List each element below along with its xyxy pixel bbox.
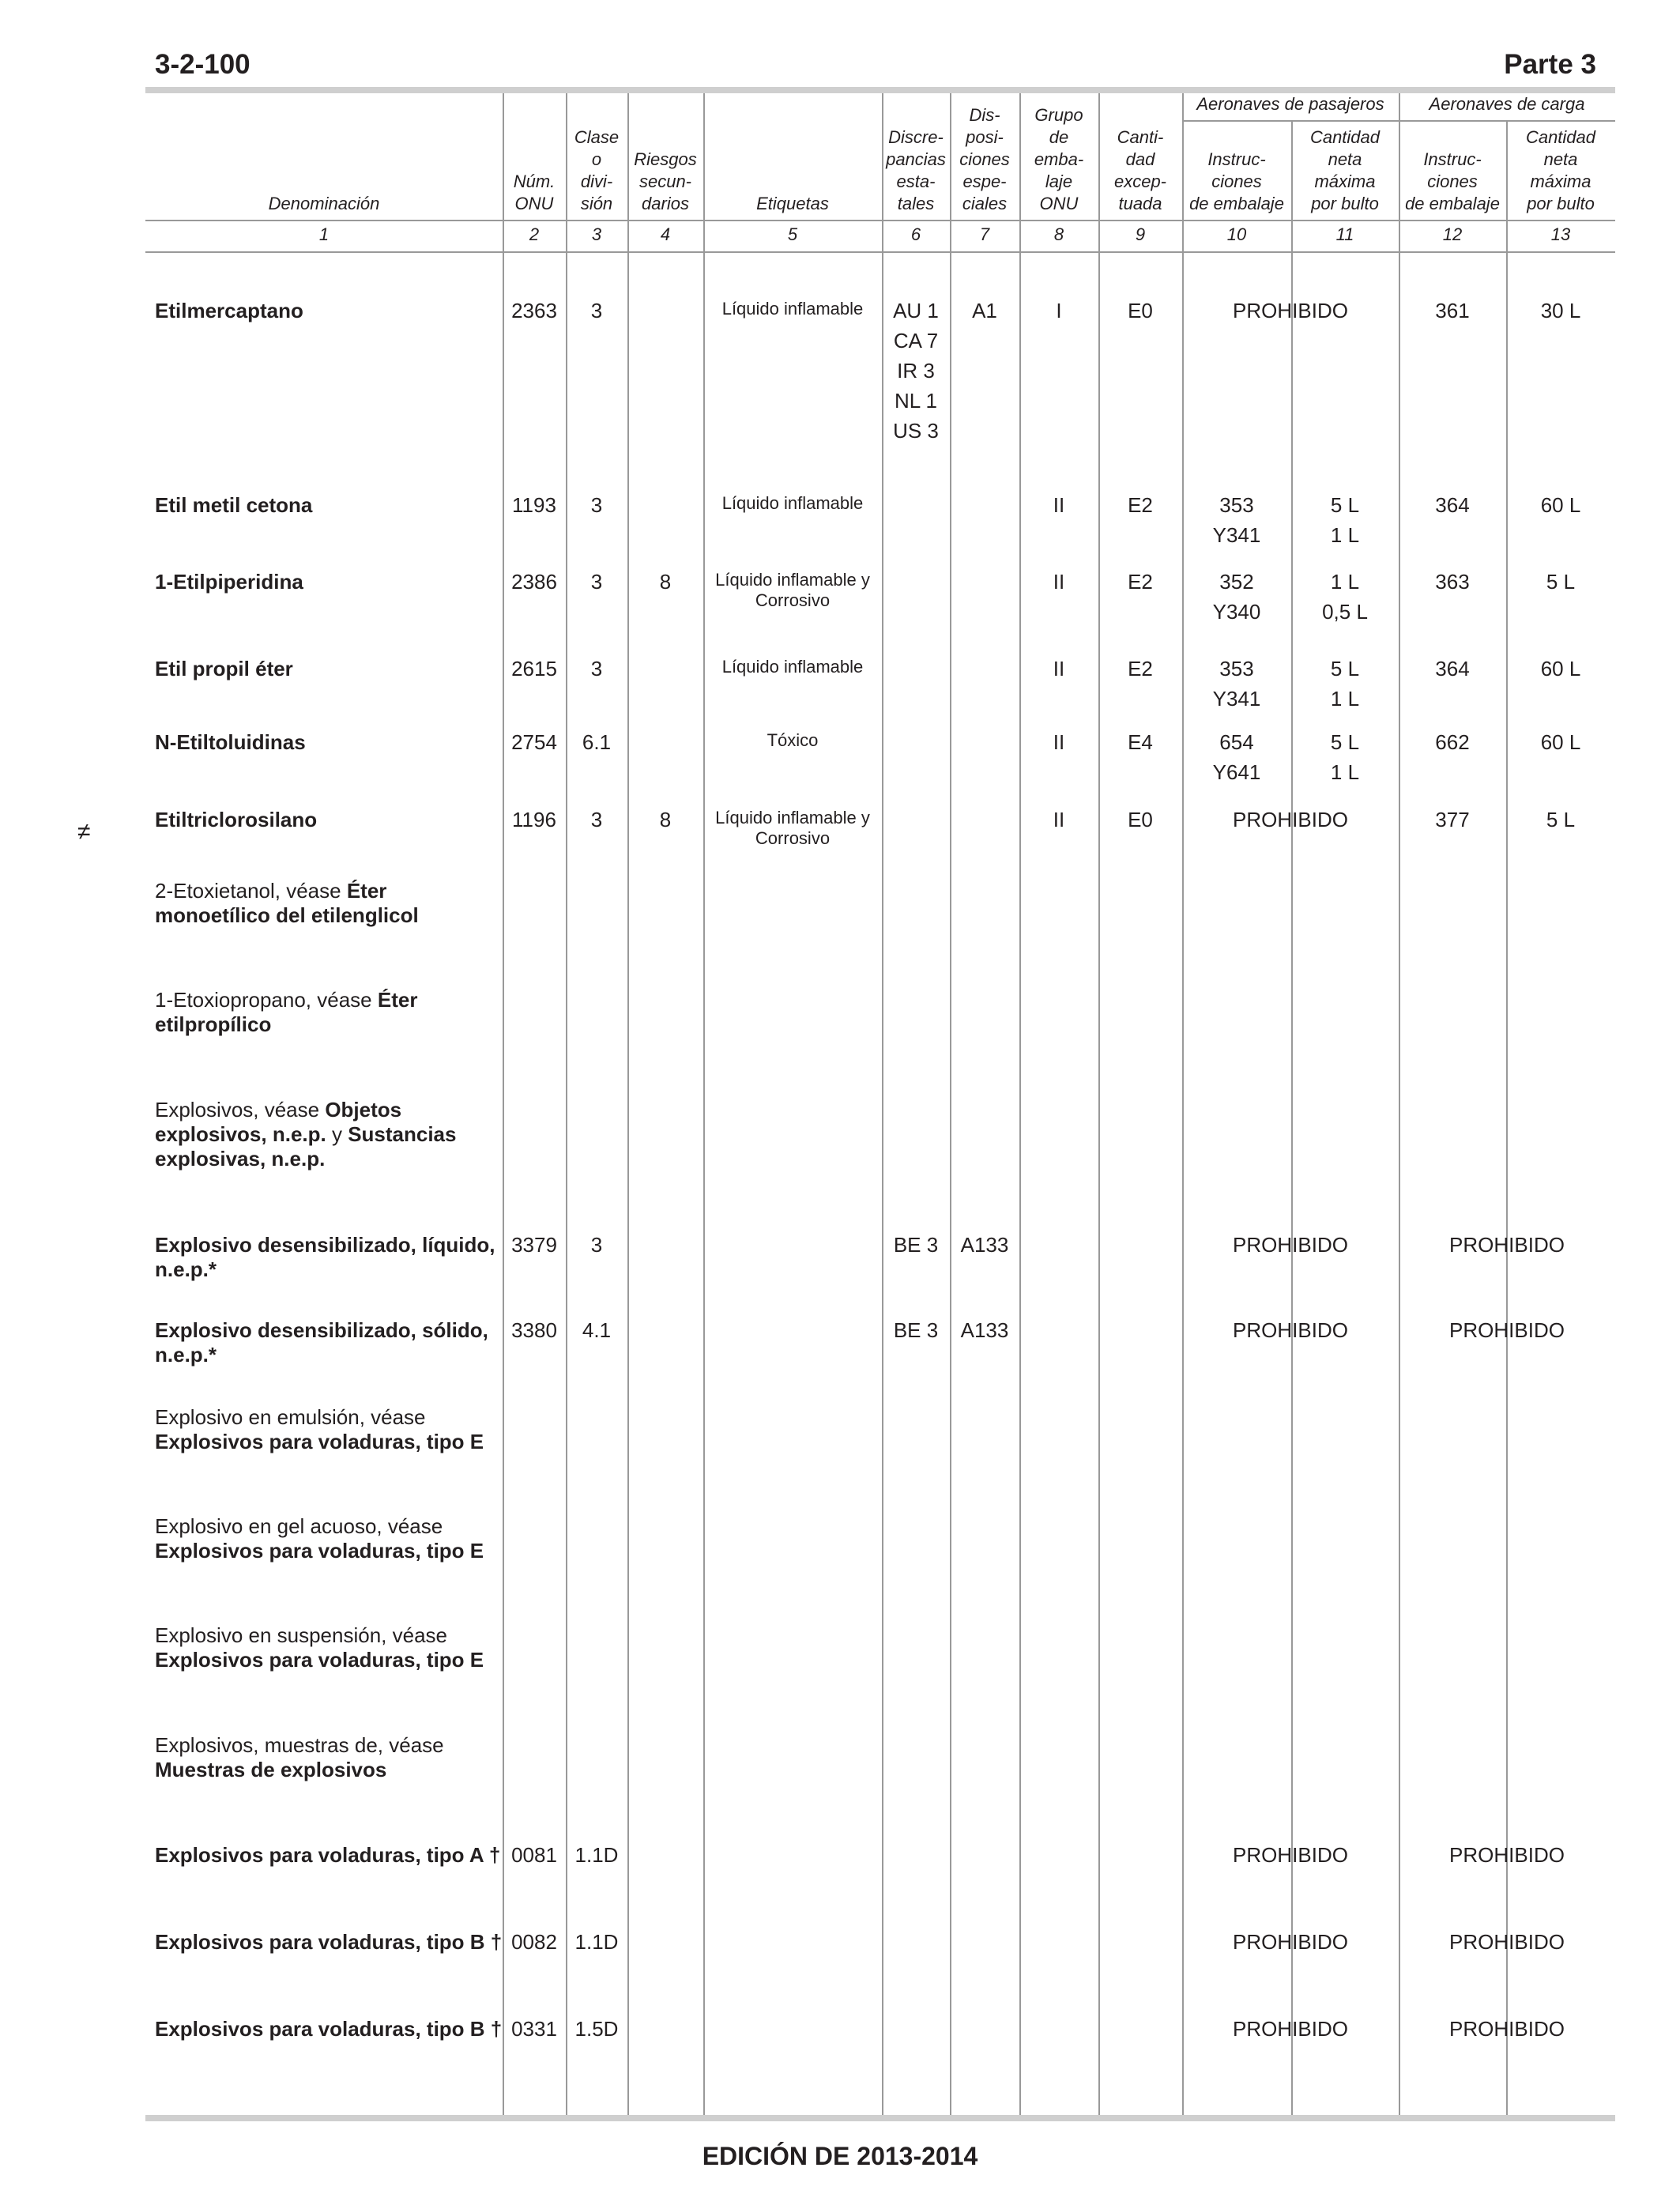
entry-name-bold: Etilmercaptano bbox=[155, 299, 303, 322]
cargo-max-quantity bbox=[1506, 654, 1615, 684]
excepted-quantity bbox=[1098, 296, 1182, 326]
passenger-max-quantity bbox=[1291, 567, 1399, 627]
entry-name-bold: Sustancias explosivas, n.e.p. bbox=[155, 1122, 457, 1171]
un-number-line: 1196 bbox=[512, 808, 556, 831]
entry-name-bold: Explosivos para voladuras, tipo A † bbox=[155, 1843, 501, 1867]
hazard-label: Líquido inflamable bbox=[721, 657, 864, 677]
entry-name-text: 2-Etoxietanol, véase bbox=[155, 879, 347, 903]
entry-name bbox=[155, 1930, 503, 1955]
cargo-packing-instruction bbox=[1399, 567, 1506, 597]
part-label: Parte 3 bbox=[1504, 49, 1596, 80]
entry-name-bold: Explosivos para voladuras, tipo E bbox=[155, 1430, 484, 1453]
column-number-divider bbox=[145, 251, 1615, 253]
change-mark: ≠ bbox=[77, 819, 91, 845]
cargo-forbidden: PROHIBIDO bbox=[1449, 1843, 1565, 1867]
special-provision bbox=[950, 296, 1019, 326]
column-header-line: emba- bbox=[1034, 149, 1084, 169]
hazard-class bbox=[566, 1230, 627, 1260]
column-number: 3 bbox=[591, 224, 602, 244]
entry-name-bold: Explosivos para voladuras, tipo B † bbox=[155, 2017, 503, 2041]
column-number: 7 bbox=[979, 224, 990, 244]
un-number bbox=[503, 2014, 566, 2044]
passenger-max-quantity-line: 5 L bbox=[1330, 493, 1360, 517]
packing-group-line: II bbox=[1053, 657, 1065, 680]
un-number-line: 2386 bbox=[511, 570, 557, 594]
column-header-line: ONU bbox=[1039, 194, 1079, 213]
un-number-line: 2615 bbox=[511, 657, 557, 680]
cargo-forbidden: PROHIBIDO bbox=[1449, 1930, 1565, 1954]
passenger-max-quantity bbox=[1291, 654, 1399, 714]
column-header-line: Instruc- bbox=[1207, 149, 1266, 169]
special-provision bbox=[950, 1315, 1019, 1345]
hazard-class bbox=[566, 1927, 627, 1957]
excepted-quantity bbox=[1098, 490, 1182, 520]
state-variation-line: US 3 bbox=[893, 419, 939, 443]
column-header-line: ciones bbox=[1211, 172, 1262, 191]
cargo-packing-instruction-line: 361 bbox=[1435, 299, 1470, 322]
packing-group bbox=[1019, 567, 1098, 597]
excepted-quantity-line: E2 bbox=[1128, 657, 1153, 680]
entry-name-text: Explosivo en suspensión, véase bbox=[155, 1623, 448, 1647]
column-number: 13 bbox=[1550, 224, 1571, 244]
column-header-line: Denominación bbox=[268, 194, 380, 213]
column-header-line: Discre- bbox=[888, 127, 944, 147]
entry-name-bold: Explosivos para voladuras, tipo B † bbox=[155, 1930, 503, 1954]
special-provision-line: A133 bbox=[960, 1233, 1009, 1257]
cargo-max-quantity-line: 60 L bbox=[1540, 730, 1581, 754]
passenger-packing-instruction-line: Y341 bbox=[1212, 687, 1261, 711]
passenger-forbidden: PROHIBIDO bbox=[1233, 299, 1348, 322]
column-divider bbox=[1019, 93, 1021, 2115]
hazard-class bbox=[566, 654, 627, 684]
excepted-quantity bbox=[1098, 654, 1182, 684]
cargo-packing-instruction-line: 363 bbox=[1435, 570, 1470, 594]
passenger-forbidden: PROHIBIDO bbox=[1233, 1930, 1348, 1954]
entry-name-bold: Objetos explosivos, n.e.p. bbox=[155, 1098, 402, 1146]
column-header-line: excep- bbox=[1113, 172, 1167, 191]
cargo-max-quantity-line: 5 L bbox=[1546, 570, 1576, 594]
cargo-forbidden: PROHIBIDO bbox=[1449, 1318, 1565, 1342]
column-header-line: neta bbox=[1543, 149, 1578, 169]
state-variation bbox=[882, 296, 950, 446]
cargo-packing-instruction-line: 662 bbox=[1435, 730, 1470, 754]
excepted-quantity bbox=[1098, 727, 1182, 757]
column-header-line: Clase bbox=[574, 127, 620, 147]
column-divider bbox=[1182, 93, 1184, 2115]
entry-name bbox=[155, 1098, 503, 1171]
column-header-line: Canti- bbox=[1117, 127, 1164, 147]
hazard-class-line: 1.5D bbox=[574, 2017, 619, 2041]
column-header-line: por bulto bbox=[1527, 194, 1595, 213]
excepted-quantity-line: E0 bbox=[1128, 808, 1153, 831]
column-header bbox=[950, 104, 1019, 215]
entry-name-text: Explosivo en emulsión, véase bbox=[155, 1405, 426, 1429]
column-header-line: de bbox=[1049, 127, 1069, 147]
cargo-packing-instruction bbox=[1399, 296, 1506, 326]
hazard-class-line: 1.1D bbox=[574, 1843, 619, 1867]
column-header-line: de embalaje bbox=[1189, 194, 1284, 213]
column-header-line: Instruc- bbox=[1423, 149, 1482, 169]
entry-name-text: y bbox=[326, 1122, 348, 1146]
cargo-max-quantity bbox=[1506, 727, 1615, 757]
packing-group-line: II bbox=[1053, 493, 1065, 517]
column-number: 12 bbox=[1442, 224, 1463, 244]
hazard-class bbox=[566, 1315, 627, 1345]
column-header-line: máxima bbox=[1314, 172, 1376, 191]
column-number: 2 bbox=[529, 224, 540, 244]
column-divider bbox=[566, 93, 567, 2115]
column-header bbox=[1098, 126, 1182, 215]
passenger-max-quantity bbox=[1291, 490, 1399, 550]
passenger-aircraft-header: Aeronaves de pasajeros bbox=[1196, 94, 1384, 114]
passenger-packing-instruction-line: 353 bbox=[1219, 493, 1254, 517]
cargo-max-quantity-line: 5 L bbox=[1546, 808, 1576, 831]
column-header-line: dad bbox=[1125, 149, 1155, 169]
column-header-line: sión bbox=[580, 194, 613, 213]
cargo-max-quantity bbox=[1506, 490, 1615, 520]
un-number bbox=[503, 1927, 566, 1957]
hazard-class-line: 4.1 bbox=[582, 1318, 612, 1342]
passenger-forbidden: PROHIBIDO bbox=[1233, 808, 1348, 831]
column-header bbox=[1182, 149, 1291, 215]
passenger-packing-instruction-line: Y340 bbox=[1212, 600, 1261, 624]
entry-name-bold: Explosivo desensibilizado, sólido, n.e.p.* bbox=[155, 1318, 488, 1367]
passenger-max-quantity-line: 5 L bbox=[1330, 730, 1360, 754]
column-header-line: Riesgos bbox=[634, 149, 697, 169]
column-number: 9 bbox=[1135, 224, 1146, 244]
column-number: 5 bbox=[787, 224, 798, 244]
entry-name-text: Explosivos, muestras de, véase bbox=[155, 1733, 444, 1757]
column-header bbox=[503, 171, 566, 215]
column-header-line: ONU bbox=[514, 194, 554, 213]
hazard-class-line: 3 bbox=[590, 493, 603, 517]
bottom-rule bbox=[145, 2115, 1615, 2121]
passenger-packing-instruction-line: 352 bbox=[1219, 570, 1254, 594]
packing-group-line: I bbox=[1056, 299, 1062, 322]
page-number: 3-2-100 bbox=[155, 49, 250, 80]
column-header-line: laje bbox=[1045, 172, 1073, 191]
column-header bbox=[566, 126, 627, 215]
entry-name bbox=[155, 570, 503, 594]
cargo-max-quantity-line: 60 L bbox=[1540, 493, 1581, 517]
un-number-line: 3379 bbox=[511, 1233, 557, 1257]
hazard-label: Líquido inflamable y Corrosivo bbox=[715, 808, 870, 848]
hazard-class bbox=[566, 1840, 627, 1870]
hazard-label: Líquido inflamable bbox=[721, 299, 864, 319]
un-number-line: 2754 bbox=[511, 730, 557, 754]
entry-name bbox=[155, 879, 503, 928]
subsidiary-risk bbox=[627, 805, 703, 835]
state-variation bbox=[882, 1315, 950, 1345]
hazard-class-line: 3 bbox=[590, 1233, 603, 1257]
hazard-label: Líquido inflamable y Corrosivo bbox=[715, 570, 870, 610]
packing-group bbox=[1019, 727, 1098, 757]
column-number: 1 bbox=[318, 224, 330, 244]
column-header-line: ciales bbox=[962, 194, 1008, 213]
un-number bbox=[503, 654, 566, 684]
un-number-line: 0082 bbox=[511, 1930, 557, 1954]
excepted-quantity bbox=[1098, 567, 1182, 597]
column-header bbox=[1506, 126, 1615, 215]
column-header-line: o bbox=[591, 149, 602, 169]
passenger-packing-instruction bbox=[1182, 490, 1291, 550]
hazard-class bbox=[566, 296, 627, 326]
entry-name-bold: Éter etilpropílico bbox=[155, 988, 418, 1036]
special-provision-line: A133 bbox=[960, 1318, 1009, 1342]
un-number bbox=[503, 1840, 566, 1870]
entry-name bbox=[155, 808, 503, 832]
cargo-packing-instruction bbox=[1399, 654, 1506, 684]
un-number-line: 2363 bbox=[511, 299, 557, 322]
entry-name-bold: N-Etiltoluidinas bbox=[155, 730, 306, 754]
passenger-forbidden: PROHIBIDO bbox=[1233, 1843, 1348, 1867]
passenger-packing-instruction-line: 654 bbox=[1219, 730, 1254, 754]
column-header bbox=[627, 149, 703, 215]
passenger-forbidden: PROHIBIDO bbox=[1233, 1318, 1348, 1342]
hazard-label: Tóxico bbox=[767, 730, 819, 750]
hazard-class-line: 1.1D bbox=[574, 1930, 619, 1954]
passenger-max-quantity-line: 1 L bbox=[1330, 523, 1360, 547]
packing-group-line: II bbox=[1053, 808, 1065, 831]
column-divider bbox=[627, 93, 629, 2115]
passenger-packing-instruction-line: Y641 bbox=[1212, 760, 1261, 784]
column-header bbox=[145, 193, 503, 215]
un-number bbox=[503, 1315, 566, 1345]
passenger-packing-instruction bbox=[1182, 567, 1291, 627]
packing-group-line: II bbox=[1053, 730, 1065, 754]
column-header-line: divi- bbox=[580, 172, 613, 191]
column-header-line: por bulto bbox=[1311, 194, 1379, 213]
un-number bbox=[503, 1230, 566, 1260]
entry-name bbox=[155, 1233, 503, 1282]
cargo-packing-instruction-line: 364 bbox=[1435, 493, 1470, 517]
column-header-line: tales bbox=[897, 194, 935, 213]
cargo-packing-instruction bbox=[1399, 805, 1506, 835]
excepted-quantity-line: E0 bbox=[1128, 299, 1153, 322]
cargo-packing-instruction-line: 364 bbox=[1435, 657, 1470, 680]
special-provision-line: A1 bbox=[972, 299, 997, 322]
cargo-packing-instruction-line: 377 bbox=[1435, 808, 1470, 831]
column-header bbox=[1291, 126, 1399, 215]
passenger-packing-instruction bbox=[1182, 727, 1291, 787]
column-number: 11 bbox=[1335, 224, 1354, 244]
cargo-max-quantity bbox=[1506, 296, 1615, 326]
entry-name bbox=[155, 1514, 503, 1563]
state-variation-line: AU 1 bbox=[893, 299, 939, 322]
packing-group bbox=[1019, 490, 1098, 520]
state-variation-line: CA 7 bbox=[893, 329, 939, 352]
passenger-max-quantity-line: 1 L bbox=[1330, 570, 1360, 594]
un-number-line: 1193 bbox=[512, 493, 556, 517]
entry-name-bold: 1-Etilpiperidina bbox=[155, 570, 303, 594]
entry-name bbox=[155, 1843, 503, 1868]
subsidiary-risk bbox=[627, 567, 703, 597]
state-variation bbox=[882, 1230, 950, 1260]
group-header-divider bbox=[1182, 120, 1615, 122]
column-header-line: Cantidad bbox=[1525, 127, 1596, 147]
column-header bbox=[1019, 104, 1098, 215]
column-header-line: pancias bbox=[886, 149, 946, 169]
entry-name bbox=[155, 1733, 503, 1782]
un-number bbox=[503, 567, 566, 597]
column-header-line: neta bbox=[1328, 149, 1362, 169]
packing-group bbox=[1019, 296, 1098, 326]
special-provision bbox=[950, 1230, 1019, 1260]
column-header-line: de embalaje bbox=[1405, 194, 1500, 213]
column-header-line: Cantidad bbox=[1309, 127, 1381, 147]
hazard-class bbox=[566, 727, 627, 757]
un-number-line: 3380 bbox=[511, 1318, 557, 1342]
entry-name bbox=[155, 493, 503, 518]
entry-name bbox=[155, 1405, 503, 1454]
column-header-line: espe- bbox=[962, 172, 1007, 191]
entry-name bbox=[155, 1318, 503, 1367]
column-divider bbox=[503, 93, 504, 2115]
excepted-quantity-line: E2 bbox=[1128, 570, 1153, 594]
entry-name-bold: Etil propil éter bbox=[155, 657, 293, 680]
entry-name-bold: Explosivos para voladuras, tipo E bbox=[155, 1648, 484, 1672]
un-number-line: 0331 bbox=[511, 2017, 557, 2041]
column-divider bbox=[1098, 93, 1100, 2115]
column-header-line: Etiquetas bbox=[756, 194, 829, 213]
hazard-class bbox=[566, 2014, 627, 2044]
passenger-forbidden: PROHIBIDO bbox=[1233, 2017, 1348, 2041]
passenger-max-quantity-line: 0,5 L bbox=[1322, 600, 1368, 624]
entry-name-bold: Etil metil cetona bbox=[155, 493, 313, 517]
cargo-max-quantity-line: 60 L bbox=[1540, 657, 1581, 680]
entry-name bbox=[155, 2017, 503, 2041]
cargo-packing-instruction bbox=[1399, 490, 1506, 520]
column-header-line: ciones bbox=[959, 149, 1010, 169]
entry-name-text: 1-Etoxiopropano, véase bbox=[155, 988, 378, 1012]
passenger-max-quantity bbox=[1291, 727, 1399, 787]
un-number bbox=[503, 296, 566, 326]
entry-name-text: Explosivo en gel acuoso, véase bbox=[155, 1514, 443, 1538]
hazard-class-line: 3 bbox=[590, 808, 603, 831]
passenger-max-quantity-line: 5 L bbox=[1330, 657, 1360, 680]
passenger-packing-instruction bbox=[1182, 654, 1291, 714]
column-header-line: Núm. bbox=[513, 172, 556, 191]
hazard-class-line: 3 bbox=[590, 657, 603, 680]
entry-name-bold: Muestras de explosivos bbox=[155, 1758, 387, 1781]
entry-name bbox=[155, 657, 503, 681]
packing-group bbox=[1019, 654, 1098, 684]
column-header-line: esta- bbox=[896, 172, 936, 191]
column-header-line: máxima bbox=[1530, 172, 1591, 191]
cargo-forbidden: PROHIBIDO bbox=[1449, 2017, 1565, 2041]
entry-name-bold: Explosivos para voladuras, tipo E bbox=[155, 1539, 484, 1563]
packing-group-line: II bbox=[1053, 570, 1065, 594]
entry-name-bold: Explosivo desensibilizado, líquido, n.e.p.* bbox=[155, 1233, 495, 1281]
un-number bbox=[503, 805, 566, 835]
column-divider bbox=[1506, 120, 1508, 2115]
excepted-quantity-line: E4 bbox=[1128, 730, 1153, 754]
passenger-packing-instruction-line: Y341 bbox=[1212, 523, 1261, 547]
column-number: 8 bbox=[1053, 224, 1064, 244]
state-variation-line: BE 3 bbox=[893, 1233, 939, 1257]
column-number: 4 bbox=[660, 224, 671, 244]
top-rule bbox=[145, 87, 1615, 93]
passenger-packing-instruction-line: 353 bbox=[1219, 657, 1254, 680]
column-header-line: posi- bbox=[966, 127, 1004, 147]
column-header bbox=[882, 126, 950, 215]
packing-group bbox=[1019, 805, 1098, 835]
state-variation-line: BE 3 bbox=[893, 1318, 939, 1342]
cargo-forbidden: PROHIBIDO bbox=[1449, 1233, 1565, 1257]
column-divider bbox=[950, 93, 951, 2115]
cargo-packing-instruction bbox=[1399, 727, 1506, 757]
column-header-line: ciones bbox=[1427, 172, 1478, 191]
subsidiary-risk-line: 8 bbox=[659, 808, 672, 831]
hazard-class bbox=[566, 490, 627, 520]
entry-name-text: Explosivos, véase bbox=[155, 1098, 326, 1122]
entry-name-bold: Etiltriclorosilano bbox=[155, 808, 318, 831]
header-divider bbox=[145, 220, 1615, 221]
entry-name-bold: Éter monoetílico del etilenglicol bbox=[155, 879, 419, 927]
subsidiary-risk-line: 8 bbox=[659, 570, 672, 594]
column-divider bbox=[1399, 93, 1400, 2115]
column-header bbox=[1399, 149, 1506, 215]
cargo-max-quantity-line: 30 L bbox=[1540, 299, 1581, 322]
un-number-line: 0081 bbox=[511, 1843, 557, 1867]
un-number bbox=[503, 727, 566, 757]
column-number: 10 bbox=[1226, 224, 1247, 244]
un-number bbox=[503, 490, 566, 520]
hazard-class bbox=[566, 805, 627, 835]
column-divider bbox=[1291, 120, 1293, 2115]
column-header-line: secun- bbox=[638, 172, 692, 191]
passenger-max-quantity-line: 1 L bbox=[1330, 760, 1360, 784]
excepted-quantity bbox=[1098, 805, 1182, 835]
entry-name bbox=[155, 299, 503, 323]
column-divider bbox=[703, 93, 705, 2115]
edition-footer: EDICIÓN DE 2013-2014 bbox=[702, 2142, 978, 2170]
column-header-line: Dis- bbox=[969, 105, 1000, 125]
column-header-line: Grupo bbox=[1034, 105, 1083, 125]
column-header-line: tuada bbox=[1118, 194, 1162, 213]
passenger-forbidden: PROHIBIDO bbox=[1233, 1233, 1348, 1257]
passenger-max-quantity-line: 1 L bbox=[1330, 687, 1360, 711]
entry-name bbox=[155, 730, 503, 755]
hazard-class-line: 3 bbox=[590, 570, 603, 594]
hazard-class-line: 6.1 bbox=[582, 730, 612, 754]
hazard-class bbox=[566, 567, 627, 597]
entry-name bbox=[155, 1623, 503, 1672]
column-number: 6 bbox=[910, 224, 921, 244]
state-variation-line: IR 3 bbox=[897, 359, 935, 383]
column-header-line: darios bbox=[642, 194, 689, 213]
hazard-class-line: 3 bbox=[590, 299, 603, 322]
entry-name bbox=[155, 988, 503, 1037]
cargo-max-quantity bbox=[1506, 805, 1615, 835]
cargo-aircraft-header: Aeronaves de carga bbox=[1429, 94, 1585, 114]
excepted-quantity-line: E2 bbox=[1128, 493, 1153, 517]
state-variation-line: NL 1 bbox=[895, 389, 937, 413]
hazard-label: Líquido inflamable bbox=[721, 493, 864, 513]
cargo-max-quantity bbox=[1506, 567, 1615, 597]
column-header bbox=[703, 193, 882, 215]
